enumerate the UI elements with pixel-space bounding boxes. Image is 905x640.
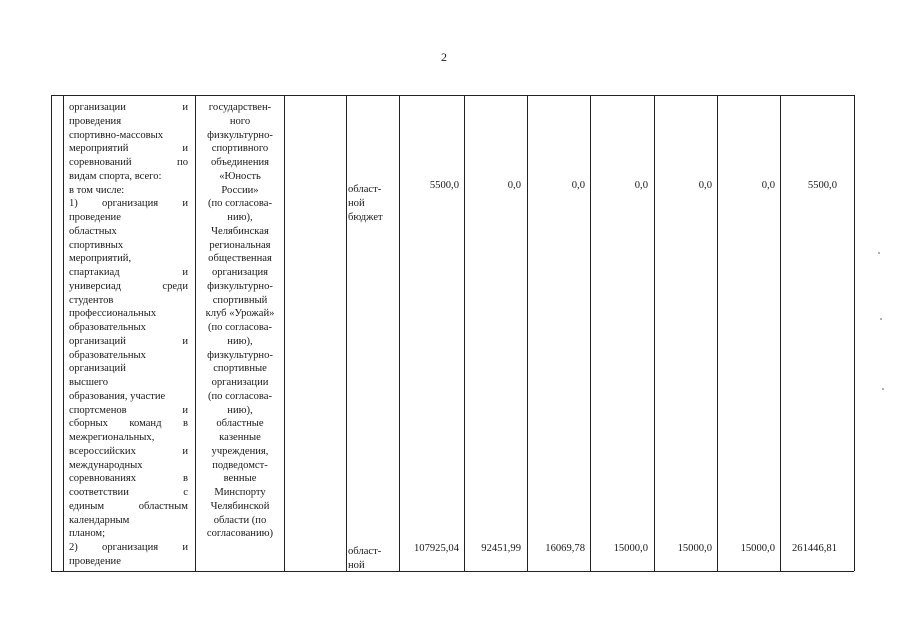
value-cell: 15000,0	[677, 543, 712, 554]
executor-line: спортивного	[211, 143, 269, 155]
executor-line: физкультурно-	[207, 349, 273, 361]
description-line: организации и	[69, 102, 188, 113]
executor-line: клуб «Урожай»	[205, 308, 275, 320]
description-line: соответствии с	[69, 487, 188, 498]
description-line: организаций и	[69, 335, 188, 347]
description-line: спортивно-массовых	[69, 129, 164, 141]
value-cell: 15000,0	[740, 543, 775, 554]
description-line: областных	[69, 225, 117, 237]
description-line: высшего	[69, 377, 109, 388]
description-line: спортсменов и	[69, 404, 188, 416]
executor-line: Минспорту	[214, 487, 266, 498]
col-divider-2	[195, 95, 196, 571]
executor-line: областные	[216, 418, 264, 430]
table-border-left	[51, 95, 52, 571]
executor-line: венные	[223, 473, 257, 485]
description-line: международных	[69, 459, 143, 471]
value-cell: 0,0	[761, 180, 775, 191]
executor-line: (по согласова-	[207, 390, 273, 402]
executor-line: ного	[229, 115, 251, 127]
col-divider-3	[284, 95, 285, 571]
value-cell: 107925,04	[413, 543, 459, 554]
description-line: 1) организация и	[69, 198, 188, 210]
col-divider-9	[654, 95, 655, 571]
description-line: в том числе:	[69, 184, 125, 196]
executor-line: подведомст-	[212, 459, 268, 471]
col-divider-8	[590, 95, 591, 571]
executor-line: России»	[221, 184, 259, 196]
source-line: област-	[348, 184, 382, 195]
description-line: образовательных	[69, 322, 146, 333]
source-line: ной	[348, 559, 365, 571]
description-line: проведения	[69, 115, 122, 127]
description-line: спартакиад и	[69, 267, 188, 278]
executor-line: физкультурно-	[207, 129, 273, 141]
executor-line: Челябинской	[210, 500, 270, 512]
description-line: организаций	[69, 363, 126, 375]
executor-line: (по согласова-	[207, 198, 273, 210]
description-line: образования, участие	[69, 390, 166, 402]
value-cell: 0,0	[634, 180, 648, 191]
description-line: планом;	[69, 528, 106, 540]
executor-line: Челябинская	[211, 225, 269, 237]
scan-speck	[882, 388, 884, 390]
source-line: бюджет	[348, 211, 383, 223]
scan-speck	[878, 252, 880, 254]
description-line: универсиад среди	[69, 280, 188, 292]
description-line: межрегиональных,	[69, 432, 155, 443]
executor-line: организация	[211, 267, 269, 278]
value-cell: 0,0	[698, 180, 712, 191]
value-cell: 0,0	[507, 180, 521, 191]
source-line: област-	[348, 546, 382, 557]
description-line: календарным	[69, 514, 130, 526]
executor-line: согласованию)	[206, 528, 274, 540]
funding-source-row1	[348, 183, 383, 224]
description-line: проведение	[69, 555, 121, 567]
executor-line: организации	[211, 377, 269, 388]
description-line: спортивных	[69, 239, 124, 251]
executor-line: нию),	[227, 335, 253, 347]
table-border-right	[854, 95, 855, 571]
executor-line: нию),	[227, 404, 253, 416]
col-divider-4	[346, 95, 347, 571]
executor-line: области (по	[213, 514, 267, 526]
executor-line: учреждения,	[211, 445, 269, 457]
description-line: проведение	[69, 212, 121, 223]
description-line: единым областным	[69, 500, 188, 512]
description-line: соревнований по	[69, 157, 188, 168]
description-line: студентов	[69, 294, 114, 306]
executor-line: государствен-	[208, 102, 272, 113]
description-line: соревнованиях в	[69, 473, 188, 485]
description-line: видам спорта, всего:	[69, 170, 162, 182]
value-cell: 5500,0	[429, 180, 459, 191]
description-line: 2) организация и	[69, 542, 188, 553]
executor-line: нию),	[227, 212, 253, 223]
col-divider-10	[717, 95, 718, 571]
measure-description	[69, 101, 188, 569]
col-divider-7	[527, 95, 528, 571]
executor-line: спортивные	[213, 363, 267, 375]
executor-cell	[197, 101, 283, 541]
scan-speck	[880, 318, 882, 320]
col-divider-11	[780, 95, 781, 571]
funding-source-row2	[348, 545, 381, 573]
description-line: мероприятий и	[69, 143, 188, 155]
description-line: всероссийских и	[69, 445, 188, 457]
col-divider-5	[399, 95, 400, 571]
col-divider-6	[464, 95, 465, 571]
executor-line: физкультурно-	[207, 280, 273, 292]
description-line: сборных команд в	[69, 418, 188, 430]
value-cell: 92451,99	[481, 543, 521, 554]
executor-line: общественная	[208, 253, 272, 265]
description-line: профессиональных	[69, 308, 157, 320]
page-number: 2	[441, 50, 447, 64]
executor-line: (по согласова-	[207, 322, 273, 333]
value-cell: 5500,0	[807, 180, 837, 191]
executor-line: объединения	[210, 157, 270, 168]
executor-line: региональная	[209, 239, 271, 251]
value-cell: 261446,81	[791, 543, 837, 554]
value-cell: 15000,0	[613, 543, 648, 554]
source-line: ной	[348, 197, 365, 209]
executor-line: «Юность	[219, 170, 261, 182]
description-line: мероприятий,	[69, 253, 132, 265]
executor-line: казенные	[219, 432, 261, 443]
value-cell: 0,0	[571, 180, 585, 191]
value-cell: 16069,78	[545, 543, 585, 554]
executor-line: спортивный	[212, 294, 268, 306]
description-line: образовательных	[69, 349, 146, 361]
col-divider-1	[63, 95, 64, 571]
